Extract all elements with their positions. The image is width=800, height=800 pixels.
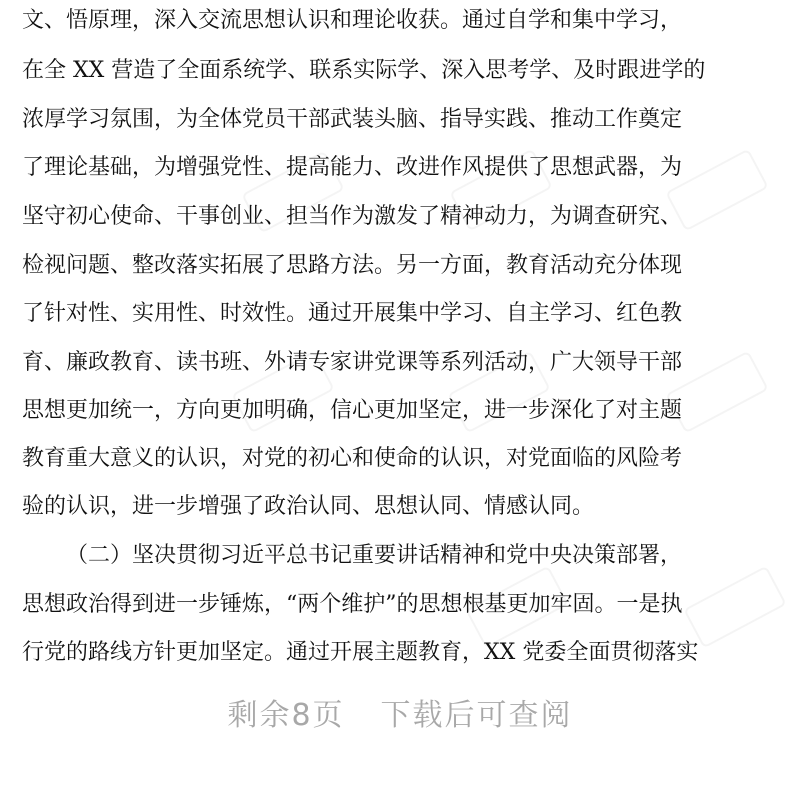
paragraph-line: 思想更加统一，方向更加明确，信心更加坚定，进一步深化了对主题 [22,398,683,423]
paragraph-line: 文、悟原理，深入交流思想认识和理论收获。通过自学和集中学习， [22,8,683,33]
paragraph-line: 验的认识，进一步增强了政治认同、思想认同、情感认同。 [22,494,595,519]
paragraph-line: 在全 XX 营造了全面系统学、联系实际学、深入思考学、及时跟进学的 [22,58,706,83]
paragraph-line: 育、廉政教育、读书班、外请专家讲党课等系列活动，广大领导干部 [22,350,683,375]
paragraph-line: 思想政治得到进一步锤炼，“两个维护”的思想根基更加牢固。一是执 [22,592,683,617]
paragraph-line: 浓厚学习氛围，为全体党员干部武装头脑、指导实践、推动工作奠定 [22,107,683,132]
remaining-pages-notice[interactable] [0,690,800,734]
remaining-pages-label: 剩余8页 [227,698,345,733]
paragraph-line: 教育重大意义的认识，对党的初心和使命的认识，对党面临的风险考 [22,446,683,471]
paragraph-line: 行党的路线方针更加坚定。通过开展主题教育，XX 党委全面贯彻落实 [22,640,699,665]
section-heading-line: （二）坚决贯彻习近平总书记重要讲话精神和党中央决策部署， [66,543,683,568]
paragraph-line: 了针对性、实用性、时效性。通过开展集中学习、自主学习、红色教 [22,301,683,326]
download-prompt-label: 下载后可查阅 [380,698,573,733]
paragraph-line: 了理论基础，为增强党性、提高能力、改进作风提供了思想武器，为 [22,155,683,180]
paragraph-line: 坚守初心使命、干事创业、担当作为激发了精神动力，为调查研究、 [22,204,683,229]
paragraph-line: 检视问题、整改落实拓展了思路方法。另一方面，教育活动充分体现 [22,253,683,278]
